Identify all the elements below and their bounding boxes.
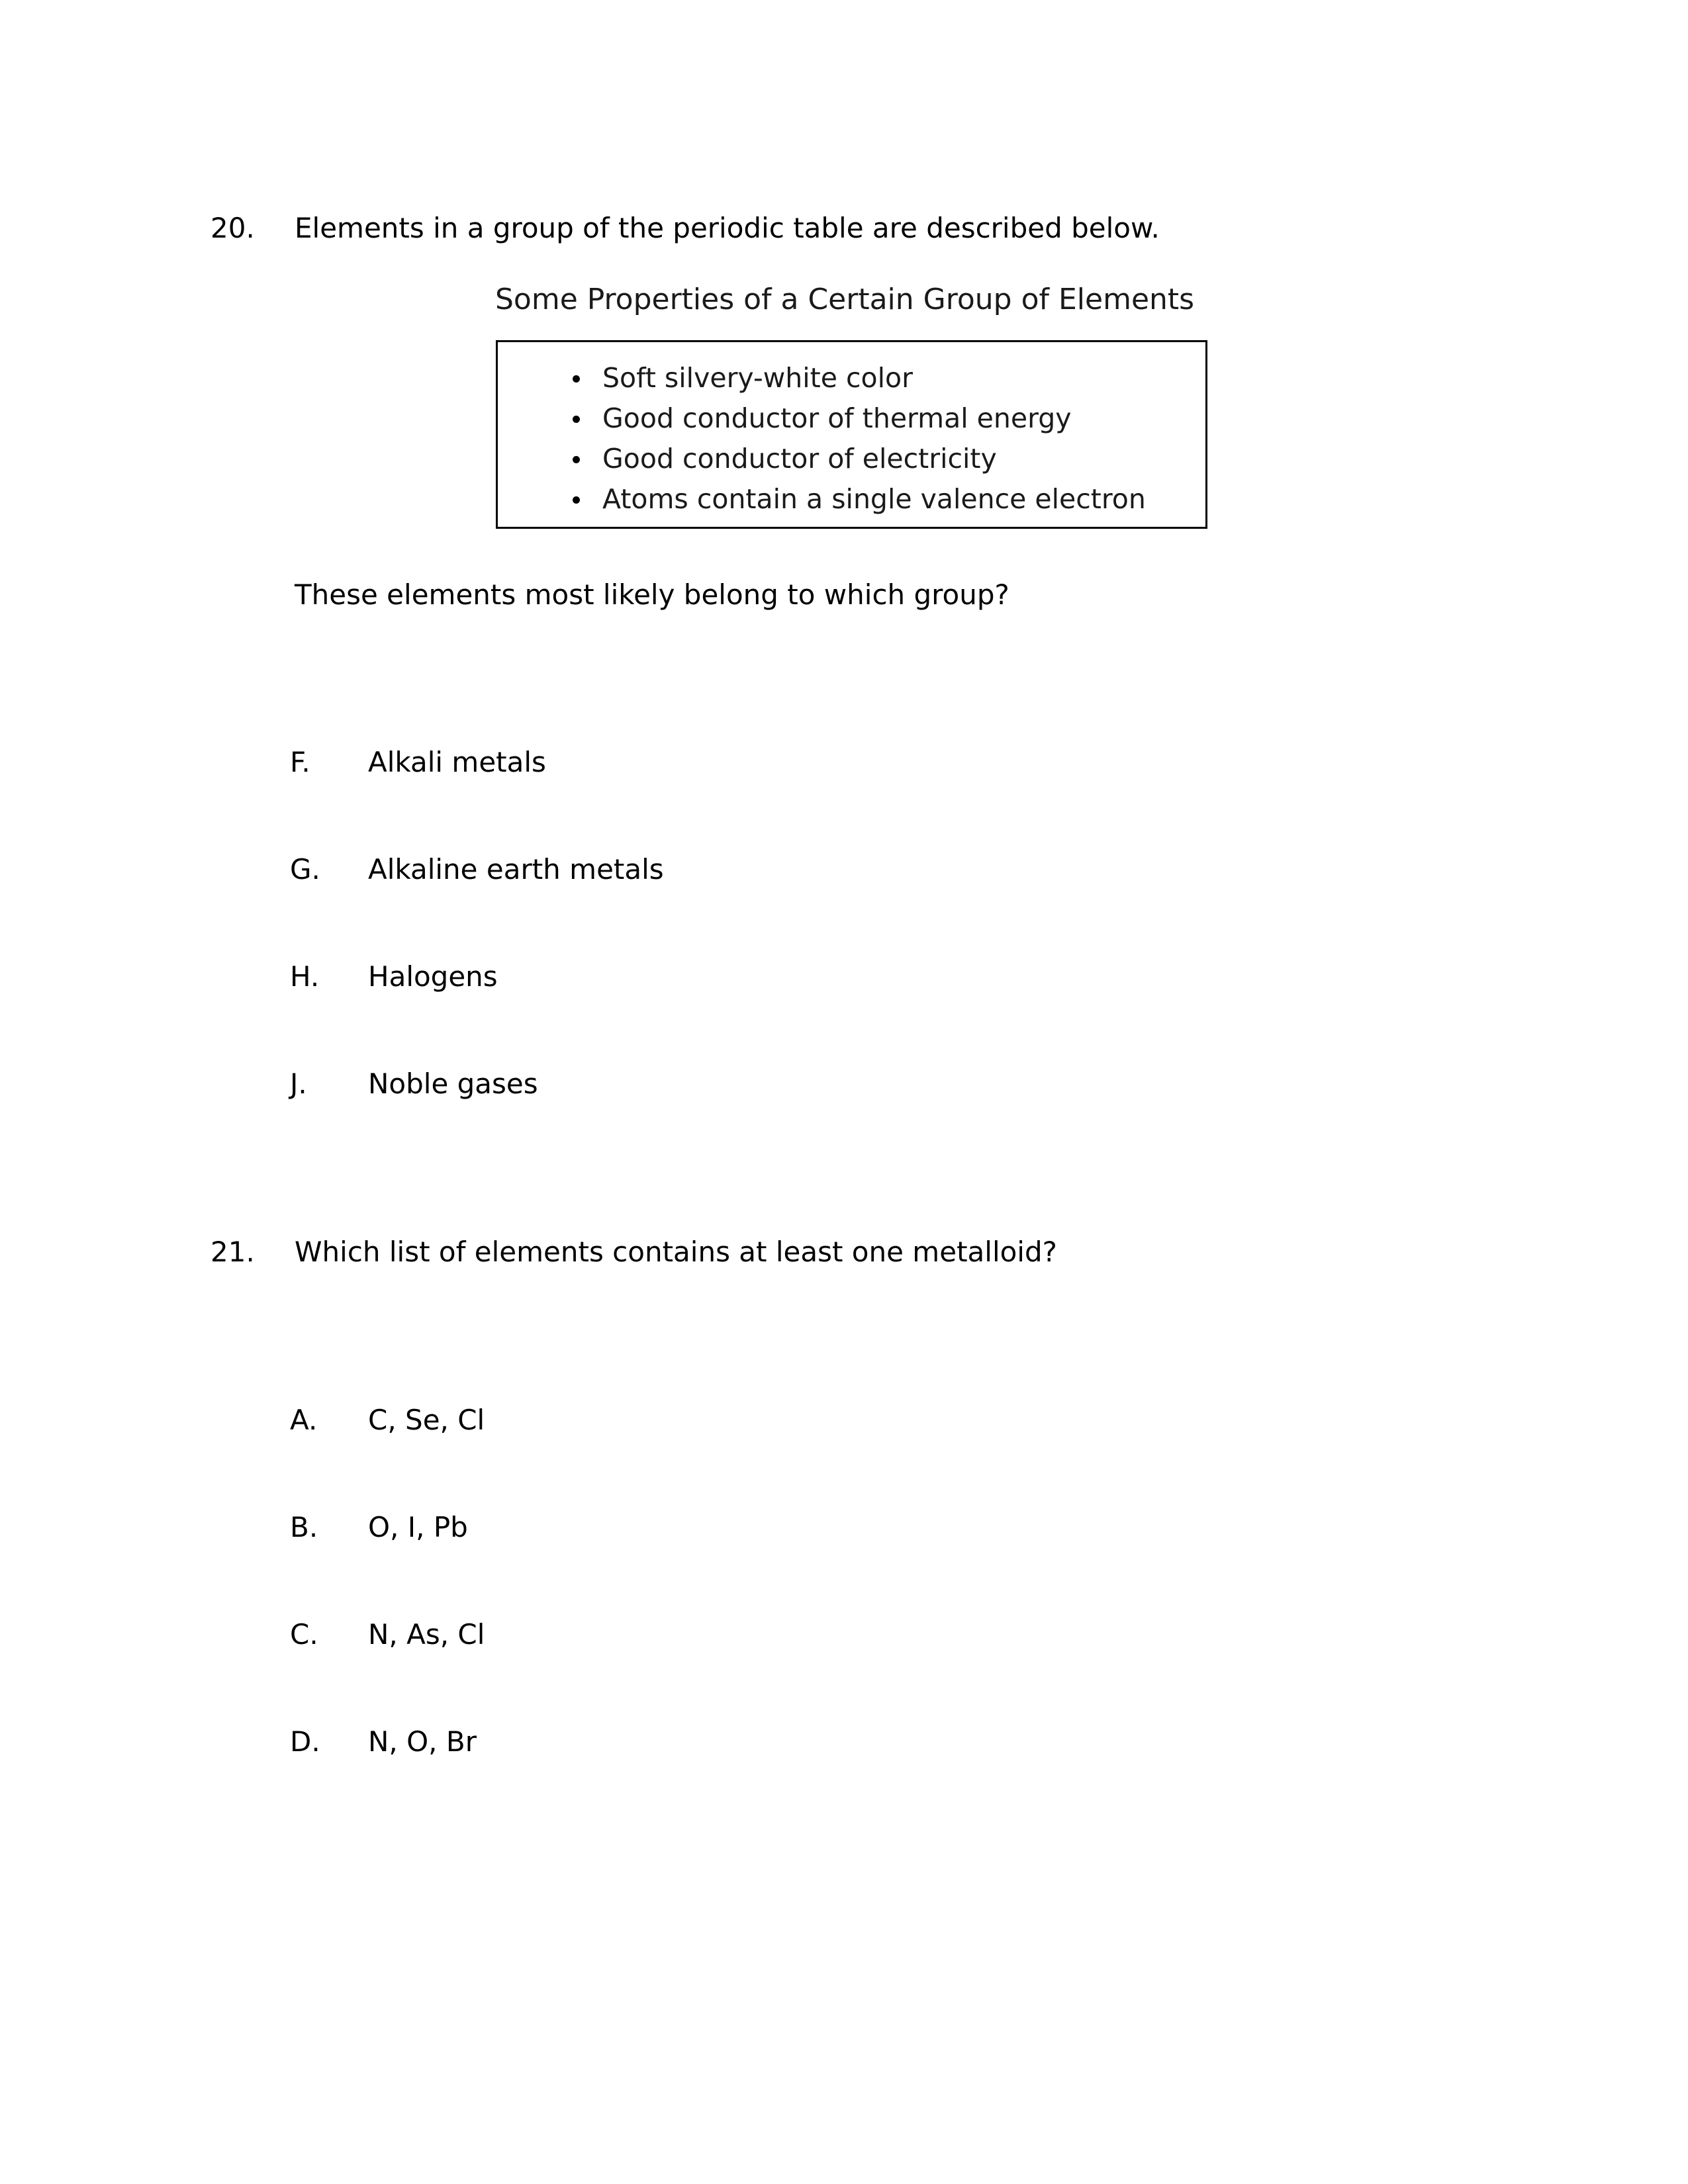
property-text: Good conductor of thermal energy <box>602 402 1072 434</box>
question-21-text: Which list of elements contains at least one metalloid? <box>295 1236 1057 1268</box>
option-g-letter: G. <box>290 853 320 886</box>
option-f-letter: F. <box>290 746 310 778</box>
bullet-icon <box>573 496 580 504</box>
option-h-text: Halogens <box>368 960 498 993</box>
option-f-text: Alkali metals <box>368 746 546 778</box>
property-item <box>498 479 1146 520</box>
option-c-letter: C. <box>290 1618 318 1651</box>
option-b-text: O, I, Pb <box>368 1511 468 1543</box>
option-g-text: Alkaline earth metals <box>368 853 664 886</box>
property-item <box>498 398 1146 439</box>
option-a-letter: A. <box>290 1404 318 1436</box>
option-c-text: N, As, Cl <box>368 1618 485 1651</box>
properties-list <box>498 358 1146 520</box>
properties-box-title: Some Properties of a Certain Group of Elements <box>495 283 1195 316</box>
option-b-letter: B. <box>290 1511 318 1543</box>
option-j-letter: J. <box>290 1068 307 1100</box>
option-d-letter: D. <box>290 1725 320 1758</box>
question-20-text: Elements in a group of the periodic table are described below. <box>295 212 1160 244</box>
property-text: Good conductor of electricity <box>602 443 997 475</box>
option-a-text: C, Se, Cl <box>368 1404 485 1436</box>
bullet-icon <box>573 456 580 463</box>
option-d-text: N, O, Br <box>368 1725 477 1758</box>
bullet-icon <box>573 375 580 383</box>
property-text: Soft silvery-white color <box>602 362 913 394</box>
question-21-number: 21. <box>211 1236 255 1268</box>
property-item <box>498 358 1146 398</box>
option-h-letter: H. <box>290 960 320 993</box>
question-20-number: 20. <box>211 212 255 244</box>
option-j-text: Noble gases <box>368 1068 538 1100</box>
property-text: Atoms contain a single valence electron <box>602 483 1146 515</box>
bullet-icon <box>573 416 580 423</box>
properties-box <box>496 340 1207 529</box>
question-20-prompt: These elements most likely belong to which group? <box>295 578 1009 611</box>
property-item <box>498 439 1146 479</box>
